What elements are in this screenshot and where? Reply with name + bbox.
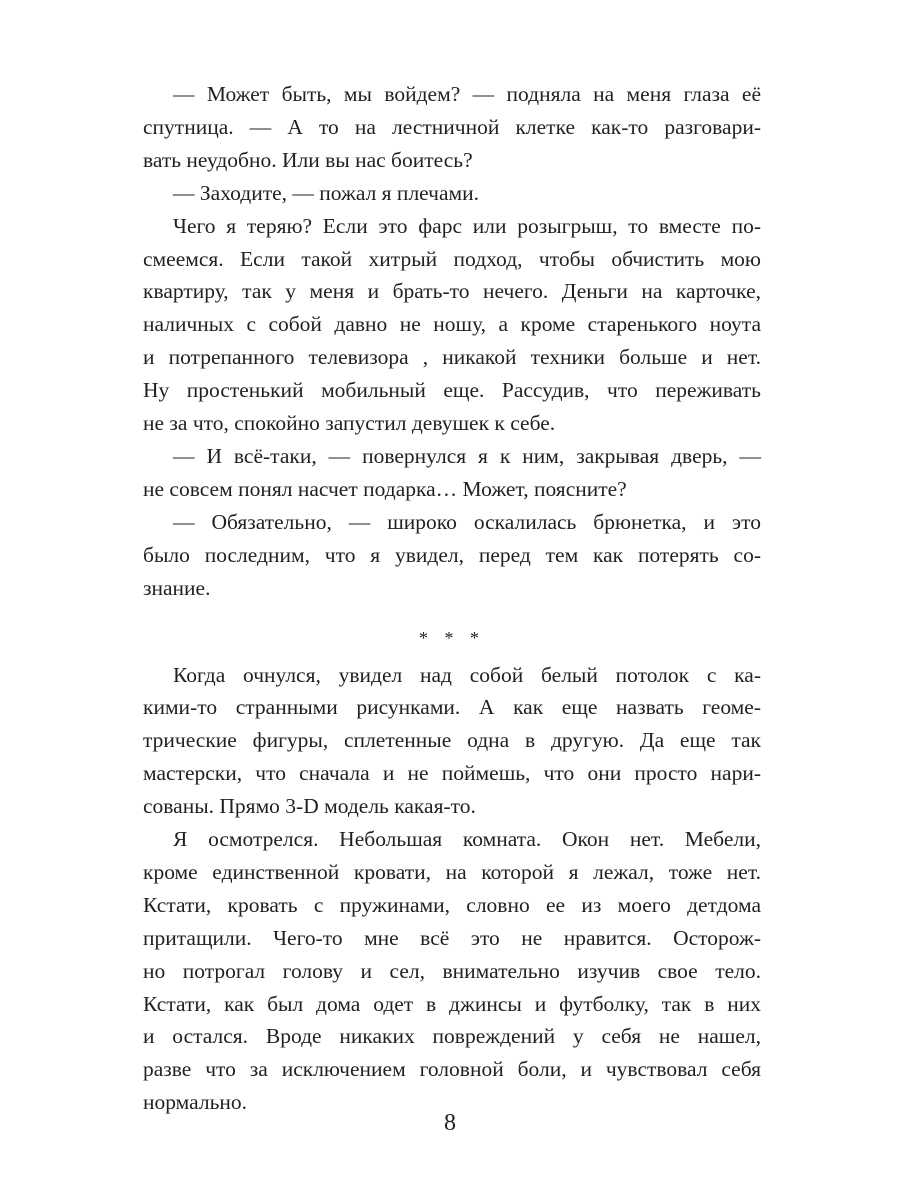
text-line: но потрогал голову и сел, внимательно изучив свое тело. xyxy=(143,958,761,983)
text-line: смеемся. Если такой хитрый подход, чтобы обчистить мою xyxy=(143,246,761,271)
text-line: мастерски, что сначала и не поймешь, что они просто нари- xyxy=(143,761,761,786)
text-line: кими-то странными рисунками. А как еще назвать геоме- xyxy=(143,695,761,720)
text-line: и потрепанного телевизора , никакой техники больше и нет. xyxy=(143,345,761,370)
text-line: Когда очнулся, увидел над собой белый потолок с ка- xyxy=(173,662,761,687)
text-line: не совсем понял насчет подарка… Может, поясните? xyxy=(143,476,627,501)
text-line: нормально. xyxy=(143,1090,248,1115)
section-separator: * * * xyxy=(419,627,485,648)
text-line: и остался. Вроде никаких повреждений у себя не нашел, xyxy=(143,1024,761,1049)
text-line: квартиру, так у меня и брать-то нечего. Деньги на карточке, xyxy=(143,279,761,304)
text-line: — Может быть, мы войдем? — подняла на меня глаза её xyxy=(173,82,761,106)
text-line: Кстати, кровать с пружинами, словно ее из моего детдома xyxy=(143,892,761,917)
text-line: разве что за исключением головной боли, и чувствовал себя xyxy=(143,1057,761,1082)
text-line: трические фигуры, сплетенные одна в другую. Да еще так xyxy=(143,728,761,753)
page-body xyxy=(143,78,761,1119)
text-line: притащили. Чего-то мне всё это не нравится. Осторож- xyxy=(143,925,761,950)
text-line: кроме единственной кровати, на которой я лежал, тоже нет. xyxy=(143,859,761,884)
text-line: не за что, спокойно запустил девушек к себе. xyxy=(143,411,556,436)
text-line: сованы. Прямо 3-D модель какая-то. xyxy=(143,794,476,819)
text-line: — Обязательно, — широко оскалилась брюнетка, и это xyxy=(173,509,761,534)
text-line: было последним, что я увидел, перед тем как потерять со- xyxy=(143,542,761,567)
text-line: спутница. — А то на лестничной клетке как-то разговари- xyxy=(143,114,761,139)
section-2 xyxy=(143,659,761,1120)
text-line: знание. xyxy=(143,575,211,600)
text-line: Чего я теряю? Если это фарс или розыгрыш, то вместе по- xyxy=(173,213,761,238)
text-line: вать неудобно. Или вы нас боитесь? xyxy=(143,147,473,172)
section-1 xyxy=(143,78,761,605)
text-line: наличных с собой давно не ношу, а кроме старенького ноута xyxy=(143,312,761,337)
text-line: Я осмотрелся. Небольшая комната. Окон нет. Мебели, xyxy=(173,827,761,852)
page-number: 8 xyxy=(444,1110,456,1136)
text-line: Кстати, как был дома одет в джинсы и футболку, так в них xyxy=(143,991,761,1016)
text-line: — И всё-таки, — повернулся я к ним, закрывая дверь, — xyxy=(173,443,761,468)
text-line: Ну простенький мобильный еще. Рассудив, что переживать xyxy=(143,378,761,403)
text-line: — Заходите, — пожал я плечами. xyxy=(173,180,480,205)
